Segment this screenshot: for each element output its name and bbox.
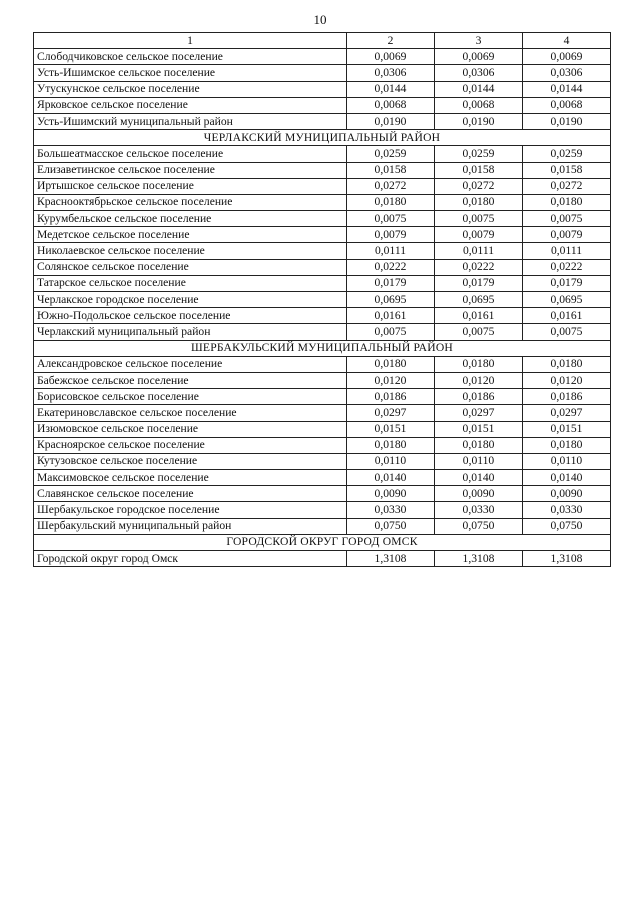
value-cell-col4: 0,0222 bbox=[523, 259, 611, 275]
value-cell-col3: 0,0144 bbox=[435, 81, 523, 97]
settlement-name: Елизаветинское сельское поселение bbox=[34, 162, 347, 178]
table-body bbox=[34, 33, 611, 567]
value-cell-col4: 0,0075 bbox=[523, 211, 611, 227]
value-cell-col2: 0,0158 bbox=[347, 162, 435, 178]
value-cell-col3: 0,0110 bbox=[435, 453, 523, 469]
settlement-name: Екатериновславское сельское поселение bbox=[34, 405, 347, 421]
value-cell-col4: 0,0180 bbox=[523, 194, 611, 210]
column-header-3: 3 bbox=[435, 33, 523, 49]
section-title: ЧЕРЛАКСКИЙ МУНИЦИПАЛЬНЫЙ РАЙОН bbox=[34, 130, 611, 146]
value-cell-col2: 0,0090 bbox=[347, 486, 435, 502]
settlement-name: Красноярское сельское поселение bbox=[34, 437, 347, 453]
value-cell-col3: 0,0180 bbox=[435, 437, 523, 453]
value-cell-col3: 0,0259 bbox=[435, 146, 523, 162]
table-row bbox=[34, 275, 611, 291]
value-cell-col4: 0,0330 bbox=[523, 502, 611, 518]
table-row bbox=[34, 259, 611, 275]
value-cell-col4: 0,0750 bbox=[523, 518, 611, 534]
table-row bbox=[34, 227, 611, 243]
value-cell-col4: 0,0306 bbox=[523, 65, 611, 81]
value-cell-col3: 0,0161 bbox=[435, 308, 523, 324]
value-cell-col3: 0,0222 bbox=[435, 259, 523, 275]
value-cell-col2: 0,0186 bbox=[347, 389, 435, 405]
value-cell-col2: 0,0140 bbox=[347, 470, 435, 486]
value-cell-col2: 0,0144 bbox=[347, 81, 435, 97]
header-row bbox=[34, 33, 611, 49]
settlement-name: Городской округ город Омск bbox=[34, 551, 347, 567]
table-row bbox=[34, 65, 611, 81]
value-cell-col4: 0,0259 bbox=[523, 146, 611, 162]
value-cell-col4: 0,0079 bbox=[523, 227, 611, 243]
table-row bbox=[34, 389, 611, 405]
value-cell-col3: 0,0330 bbox=[435, 502, 523, 518]
table-row bbox=[34, 470, 611, 486]
column-header-4: 4 bbox=[523, 33, 611, 49]
value-cell-col3: 0,0750 bbox=[435, 518, 523, 534]
table-row bbox=[34, 162, 611, 178]
settlement-name: Медетское сельское поселение bbox=[34, 227, 347, 243]
value-cell-col3: 0,0140 bbox=[435, 470, 523, 486]
settlement-name: Кутузовское сельское поселение bbox=[34, 453, 347, 469]
value-cell-col3: 0,0079 bbox=[435, 227, 523, 243]
value-cell-col4: 0,0297 bbox=[523, 405, 611, 421]
value-cell-col2: 0,0180 bbox=[347, 356, 435, 372]
table-row bbox=[34, 292, 611, 308]
value-cell-col2: 0,0306 bbox=[347, 65, 435, 81]
settlement-name: Утускунское сельское поселение bbox=[34, 81, 347, 97]
table-row bbox=[34, 486, 611, 502]
page-number: 10 bbox=[313, 12, 327, 27]
section-title: ГОРОДСКОЙ ОКРУГ ГОРОД ОМСК bbox=[34, 534, 611, 550]
table-row bbox=[34, 178, 611, 194]
value-cell-col3: 0,0297 bbox=[435, 405, 523, 421]
value-cell-col2: 0,0068 bbox=[347, 97, 435, 113]
value-cell-col2: 0,0111 bbox=[347, 243, 435, 259]
value-cell-col4: 0,0140 bbox=[523, 470, 611, 486]
value-cell-col2: 0,0079 bbox=[347, 227, 435, 243]
settlement-name: Солянское сельское поселение bbox=[34, 259, 347, 275]
value-cell-col2: 1,3108 bbox=[347, 551, 435, 567]
value-cell-col3: 0,0111 bbox=[435, 243, 523, 259]
table-row bbox=[34, 308, 611, 324]
value-cell-col3: 0,0695 bbox=[435, 292, 523, 308]
value-cell-col4: 0,0144 bbox=[523, 81, 611, 97]
settlement-name: Николаевское сельское поселение bbox=[34, 243, 347, 259]
value-cell-col3: 0,0272 bbox=[435, 178, 523, 194]
settlement-name: Борисовское сельское поселение bbox=[34, 389, 347, 405]
settlement-name: Усть-Ишимское сельское поселение bbox=[34, 65, 347, 81]
value-cell-col4: 0,0161 bbox=[523, 308, 611, 324]
value-cell-col2: 0,0190 bbox=[347, 113, 435, 129]
table-row bbox=[34, 146, 611, 162]
value-cell-col2: 0,0750 bbox=[347, 518, 435, 534]
settlement-name: Шербакульский муниципальный район bbox=[34, 518, 347, 534]
value-cell-col2: 0,0110 bbox=[347, 453, 435, 469]
value-cell-col2: 0,0330 bbox=[347, 502, 435, 518]
settlement-name: Максимовское сельское поселение bbox=[34, 470, 347, 486]
value-cell-col4: 0,0151 bbox=[523, 421, 611, 437]
table-row bbox=[34, 194, 611, 210]
value-cell-col2: 0,0179 bbox=[347, 275, 435, 291]
settlement-name: Курумбельское сельское поселение bbox=[34, 211, 347, 227]
value-cell-col3: 0,0075 bbox=[435, 211, 523, 227]
table-row bbox=[34, 324, 611, 340]
settlement-name: Бабежское сельское поселение bbox=[34, 372, 347, 388]
column-header-2: 2 bbox=[347, 33, 435, 49]
settlement-name: Славянское сельское поселение bbox=[34, 486, 347, 502]
settlement-name: Александровское сельское поселение bbox=[34, 356, 347, 372]
value-cell-col2: 0,0180 bbox=[347, 194, 435, 210]
section-title: ШЕРБАКУЛЬСКИЙ МУНИЦИПАЛЬНЫЙ РАЙОН bbox=[34, 340, 611, 356]
value-cell-col3: 0,0186 bbox=[435, 389, 523, 405]
table-row bbox=[34, 421, 611, 437]
value-cell-col3: 0,0120 bbox=[435, 372, 523, 388]
section-row bbox=[34, 340, 611, 356]
value-cell-col2: 0,0180 bbox=[347, 437, 435, 453]
value-cell-col3: 0,0190 bbox=[435, 113, 523, 129]
table-row bbox=[34, 502, 611, 518]
value-cell-col2: 0,0222 bbox=[347, 259, 435, 275]
table-row bbox=[34, 372, 611, 388]
value-cell-col4: 0,0120 bbox=[523, 372, 611, 388]
settlement-name: Иртышское сельское поселение bbox=[34, 178, 347, 194]
value-cell-col4: 0,0110 bbox=[523, 453, 611, 469]
value-cell-col4: 0,0695 bbox=[523, 292, 611, 308]
value-cell-col4: 0,0180 bbox=[523, 437, 611, 453]
value-cell-col3: 0,0180 bbox=[435, 356, 523, 372]
table-row bbox=[34, 453, 611, 469]
value-cell-col3: 0,0179 bbox=[435, 275, 523, 291]
value-cell-col4: 0,0111 bbox=[523, 243, 611, 259]
value-cell-col2: 0,0075 bbox=[347, 324, 435, 340]
settlement-name: Большеатмасское сельское поселение bbox=[34, 146, 347, 162]
value-cell-col2: 0,0259 bbox=[347, 146, 435, 162]
value-cell-col4: 0,0090 bbox=[523, 486, 611, 502]
value-cell-col4: 0,0180 bbox=[523, 356, 611, 372]
value-cell-col2: 0,0069 bbox=[347, 49, 435, 65]
value-cell-col2: 0,0151 bbox=[347, 421, 435, 437]
table-row bbox=[34, 243, 611, 259]
value-cell-col4: 0,0158 bbox=[523, 162, 611, 178]
value-cell-col4: 0,0272 bbox=[523, 178, 611, 194]
section-row bbox=[34, 130, 611, 146]
settlement-name: Татарское сельское поселение bbox=[34, 275, 347, 291]
settlement-name: Ярковское сельское поселение bbox=[34, 97, 347, 113]
settlement-name: Шербакульское городское поселение bbox=[34, 502, 347, 518]
settlement-name: Изюмовское сельское поселение bbox=[34, 421, 347, 437]
settlement-name: Черлакский муниципальный район bbox=[34, 324, 347, 340]
value-cell-col3: 1,3108 bbox=[435, 551, 523, 567]
table-row bbox=[34, 49, 611, 65]
value-cell-col2: 0,0695 bbox=[347, 292, 435, 308]
value-cell-col2: 0,0075 bbox=[347, 211, 435, 227]
value-cell-col4: 0,0179 bbox=[523, 275, 611, 291]
value-cell-col3: 0,0306 bbox=[435, 65, 523, 81]
value-cell-col4: 0,0068 bbox=[523, 97, 611, 113]
value-cell-col4: 0,0190 bbox=[523, 113, 611, 129]
settlement-name: Усть-Ишимский муниципальный район bbox=[34, 113, 347, 129]
value-cell-col2: 0,0120 bbox=[347, 372, 435, 388]
value-cell-col4: 0,0075 bbox=[523, 324, 611, 340]
value-cell-col3: 0,0069 bbox=[435, 49, 523, 65]
section-row bbox=[34, 534, 611, 550]
value-cell-col2: 0,0272 bbox=[347, 178, 435, 194]
value-cell-col2: 0,0161 bbox=[347, 308, 435, 324]
value-cell-col3: 0,0090 bbox=[435, 486, 523, 502]
value-cell-col4: 0,0186 bbox=[523, 389, 611, 405]
settlement-name: Черлакское городское поселение bbox=[34, 292, 347, 308]
value-cell-col3: 0,0075 bbox=[435, 324, 523, 340]
value-cell-col4: 0,0069 bbox=[523, 49, 611, 65]
settlement-name: Слободчиковское сельское поселение bbox=[34, 49, 347, 65]
value-cell-col3: 0,0180 bbox=[435, 194, 523, 210]
settlement-name: Южно-Подольское сельское поселение bbox=[34, 308, 347, 324]
value-cell-col3: 0,0158 bbox=[435, 162, 523, 178]
table-row bbox=[34, 97, 611, 113]
table-row bbox=[34, 405, 611, 421]
allocation-table bbox=[33, 32, 611, 567]
value-cell-col4: 1,3108 bbox=[523, 551, 611, 567]
settlement-name: Краснооктябрьское сельское поселение bbox=[34, 194, 347, 210]
table-row bbox=[34, 518, 611, 534]
column-header-1: 1 bbox=[34, 33, 347, 49]
value-cell-col2: 0,0297 bbox=[347, 405, 435, 421]
table-row bbox=[34, 356, 611, 372]
table-row bbox=[34, 81, 611, 97]
value-cell-col3: 0,0068 bbox=[435, 97, 523, 113]
table-row bbox=[34, 113, 611, 129]
table-row bbox=[34, 437, 611, 453]
value-cell-col3: 0,0151 bbox=[435, 421, 523, 437]
table-row bbox=[34, 211, 611, 227]
table-row bbox=[34, 551, 611, 567]
